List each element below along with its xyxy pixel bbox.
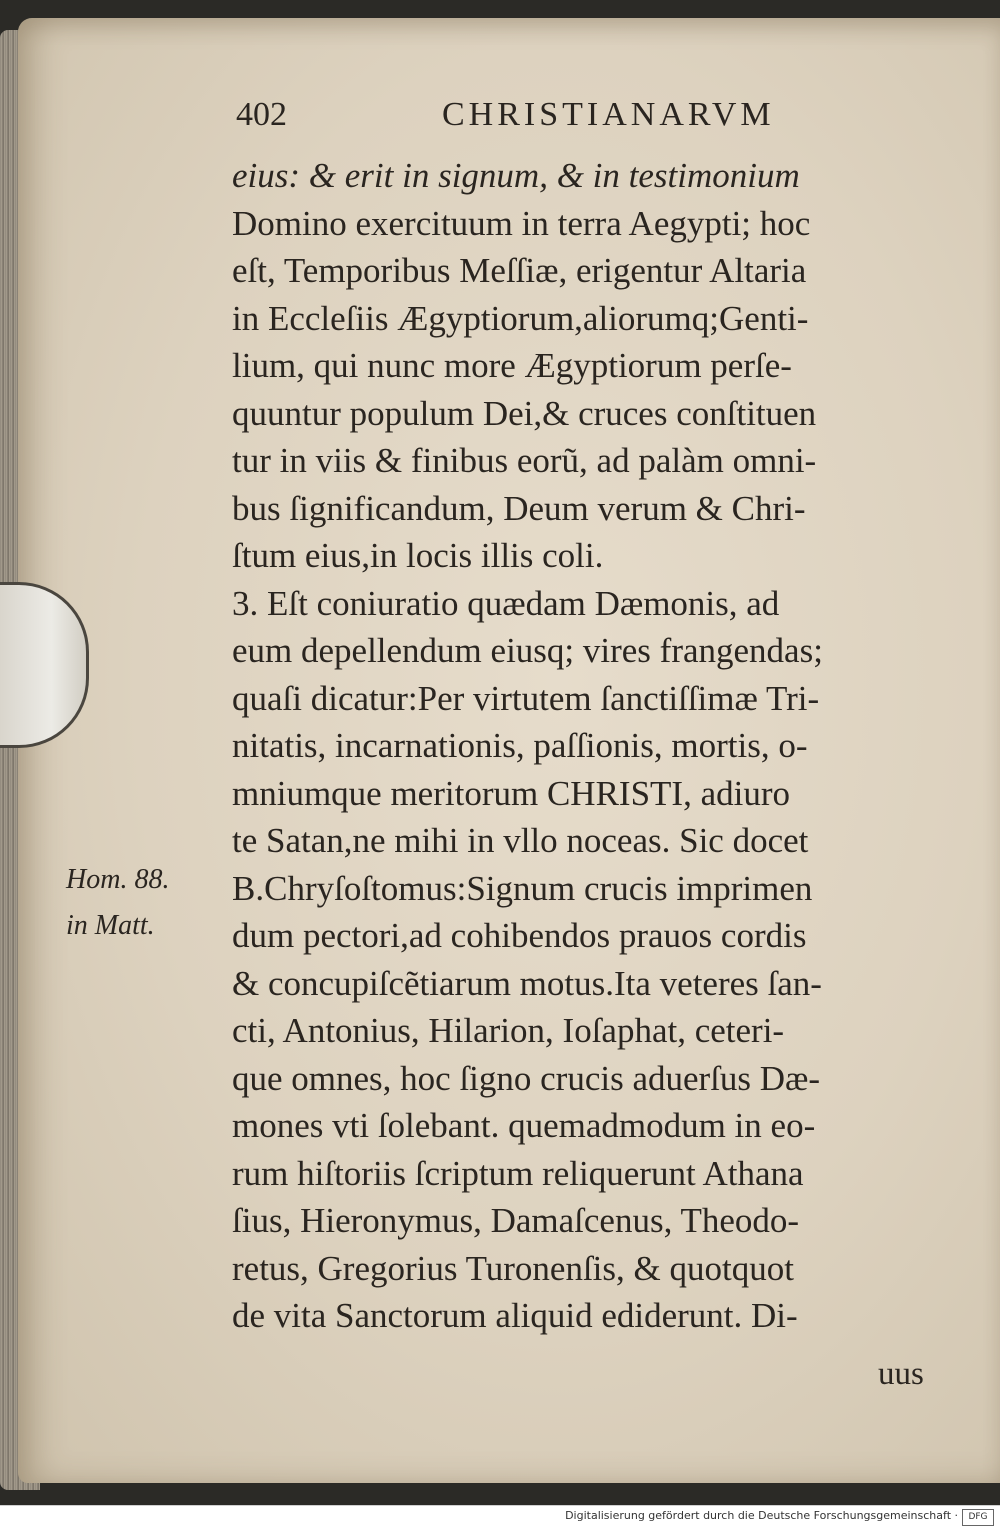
text-line: eſt, Temporibus Meſſiæ, erigentur Altaria (232, 251, 807, 290)
text-line: quaſi dicatur:Per virtutem ſanctiſſimæ Tri- (232, 678, 820, 718)
marginal-note-line: in Matt. (66, 910, 155, 941)
text-line: eius: & erit in signum, & in testimonium (232, 156, 800, 195)
text-line: quuntur populum Dei,& cruces conſtituen (232, 393, 817, 433)
text-line: retus, Gregorius Turonenſis, & quotquot (232, 1248, 794, 1288)
text-line: cti, Antonius, Hilarion, Ioſaphat, ceteri- (232, 1011, 785, 1050)
page-number: 402 (236, 96, 287, 133)
dfg-logo: DFG (962, 1509, 994, 1526)
text-line: te Satan,ne mihi in vllo noceas. Sic docet (232, 821, 809, 860)
text-line: dum pectori,ad cohibendos prauos cordis (232, 916, 807, 955)
text-line: que omnes, hoc ſigno crucis aduerſus Dæ- (232, 1058, 821, 1098)
catchword: uus (878, 1356, 924, 1392)
text-line: 3. Eſt coniuratio quædam Dæmonis, ad (232, 583, 780, 623)
text-line: mones vti ſolebant. quemadmodum in eo- (232, 1106, 816, 1145)
text-line: nitatis, incarnationis, paſſionis, mortis, o- (232, 726, 808, 765)
text-line: de vita Sanctorum aliquid ediderunt. Di- (232, 1296, 798, 1335)
text-line: mniumque meritorum CHRISTI, adiuro (232, 773, 790, 813)
text-line: tur in viis & finibus eorũ, ad palàm omni- (232, 441, 817, 480)
text-line: rum hiſtoriis ſcriptum reliquerunt Athana (232, 1153, 804, 1193)
marginal-note (66, 857, 226, 949)
footer-credit: Digitalisierung gefördert durch die Deutsche Forschungsgemeinschaft · (565, 1509, 958, 1522)
text-line: bus ſignificandum, Deum verum & Chri- (232, 488, 806, 528)
text-line: ſtum eius,in locis illis coli. (232, 536, 604, 575)
text-line: in Eccleſiis Ægyptiorum,aliorumq;Genti- (232, 298, 809, 338)
text-line: eum depellendum eiusq; vires frangendas; (232, 631, 823, 670)
footer-bar (0, 1505, 1000, 1527)
text-line: lium, qui nunc more Ægyptiorum perſe- (232, 346, 792, 385)
text-line: ſius, Hieronymus, Damaſcenus, Theodo- (232, 1201, 800, 1240)
running-head (236, 96, 826, 146)
text-line: & concupiſcẽtiarum motus.Ita veteres ſan- (232, 963, 822, 1003)
running-title: CHRISTIANARVM (442, 96, 775, 133)
marginal-note-line: Hom. 88. (66, 864, 170, 895)
body-text (232, 152, 962, 1340)
text-line: Domino exercituum in terra Aegypti; hoc (232, 203, 811, 243)
text-line: B.Chryſoſtomus:Signum crucis imprimen (232, 868, 813, 908)
